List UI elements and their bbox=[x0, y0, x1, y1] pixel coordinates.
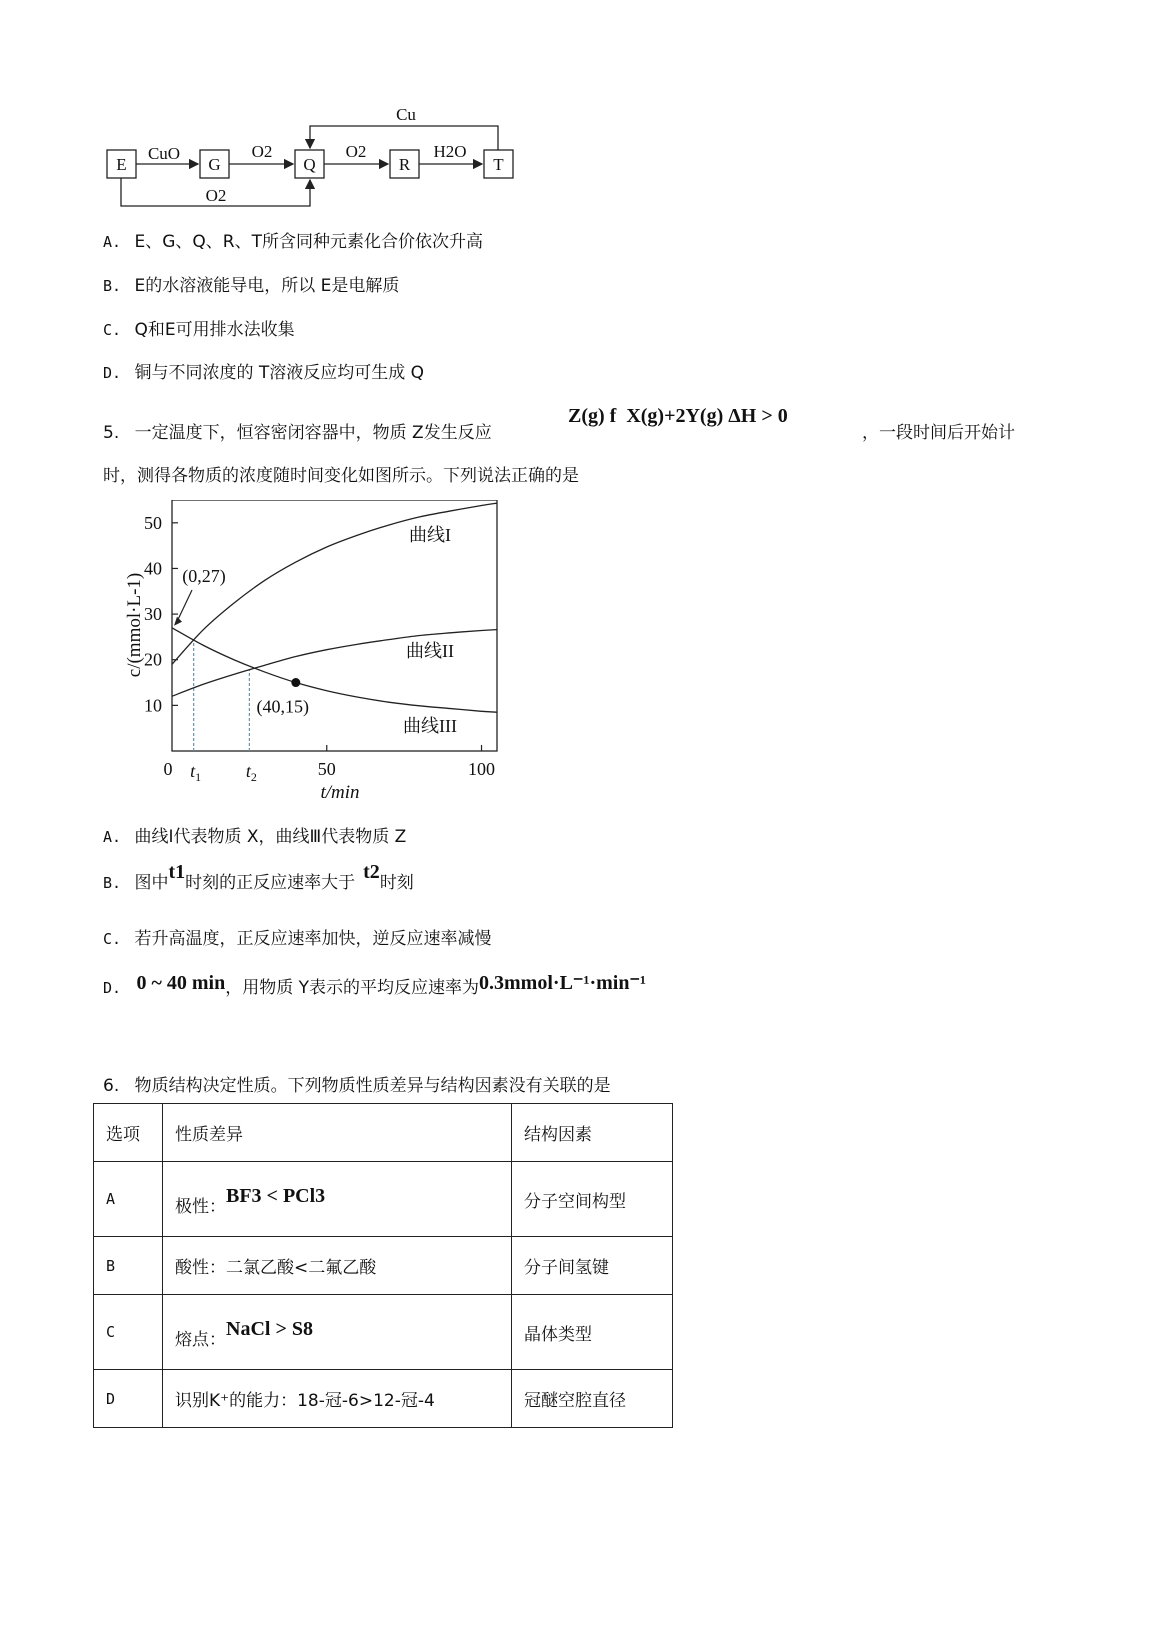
q5-stem-line1 bbox=[103, 418, 492, 443]
table-row bbox=[94, 1237, 673, 1295]
q4-option-d-text: 铜与不同浓度的 T溶液反应均可生成 Q bbox=[134, 363, 425, 383]
box-g-label: G bbox=[208, 155, 221, 174]
row-a-factor: 分子空间构型 bbox=[512, 1162, 673, 1237]
annotation-point-40-15 bbox=[291, 678, 300, 687]
table-row bbox=[94, 1162, 673, 1237]
box-q-label: Q bbox=[303, 155, 316, 174]
row-c-option: C bbox=[94, 1295, 163, 1370]
q4-option-b-letter: B. bbox=[103, 277, 122, 295]
q4-option-d-letter: D. bbox=[103, 364, 122, 382]
q4-option-a-letter: A. bbox=[103, 233, 122, 251]
q4-option-a bbox=[103, 227, 483, 252]
y-tick-label-30: 30 bbox=[144, 604, 162, 625]
y-tick-label-20: 20 bbox=[144, 649, 162, 670]
q4-option-a-text: E、G、Q、R、T所含同种元素化合价依次升高 bbox=[134, 232, 483, 252]
row-a-prop-label: 极性： bbox=[175, 1197, 226, 1217]
annotation-label-0-27: (0,27) bbox=[182, 566, 226, 586]
q5-stem-before: 一定温度下，恒容密闭容器中，物质 Z发生反应 bbox=[134, 423, 492, 443]
q5-reaction-equation: Z(g) f X(g)+2Y(g) ΔH > 0 bbox=[568, 405, 788, 427]
arrow-q-r-label: O2 bbox=[345, 142, 367, 161]
flow-diagram bbox=[100, 100, 530, 215]
annotation-arrow-head bbox=[174, 617, 182, 626]
q4-option-c-letter: C. bbox=[103, 321, 122, 339]
arrow-e-q-label: O2 bbox=[205, 186, 227, 205]
q6-number: 6. bbox=[103, 1076, 120, 1096]
series-line-2 bbox=[172, 630, 497, 697]
arrow-e-g-label: CuO bbox=[147, 144, 181, 163]
table-row bbox=[94, 1370, 673, 1428]
q4-option-d bbox=[103, 358, 424, 383]
q5-option-d-letter: D. bbox=[103, 979, 122, 997]
q6-stem bbox=[103, 1071, 611, 1096]
row-c-prop-formula: NaCl > S8 bbox=[226, 1318, 313, 1340]
q6-stem-text: 物质结构决定性质。下列物质性质差异与结构因素没有关联的是 bbox=[134, 1076, 611, 1096]
q5-option-b-letter: B. bbox=[103, 874, 122, 892]
annotation-label-40-15: (40,15) bbox=[256, 696, 310, 717]
q5-option-d-mid: ，用物质 Y表示的平均反应速率为 bbox=[225, 978, 480, 998]
q5-option-d-rate: 0.3mmol·L⁻¹·min⁻¹ bbox=[479, 972, 647, 994]
q5-option-b-pre: 图中 bbox=[134, 873, 169, 893]
q5-option-b-post: 时刻 bbox=[379, 873, 414, 893]
q5-option-b bbox=[103, 861, 414, 894]
x-tick-label-0: 0 bbox=[163, 759, 173, 779]
q4-option-c-text: Q和E可用排水法收集 bbox=[134, 320, 295, 340]
box-r-label: R bbox=[398, 155, 411, 174]
row-b-factor: 分子间氢键 bbox=[512, 1237, 673, 1295]
q4-option-c bbox=[103, 315, 295, 340]
row-a-property bbox=[163, 1162, 512, 1237]
header-option: 选项 bbox=[94, 1104, 163, 1162]
q5-option-c bbox=[103, 924, 491, 949]
row-d-property: 识别K⁺的能力：18-冠-6>12-冠-4 bbox=[163, 1370, 512, 1428]
row-a-prop-formula: BF3 < PCl3 bbox=[226, 1185, 326, 1207]
arrow-g-q-label: O2 bbox=[251, 142, 273, 161]
q5-stem-line2: 时，测得各物质的浓度随时间变化如图所示。下列说法正确的是 bbox=[103, 466, 579, 486]
table-row bbox=[94, 1295, 673, 1370]
x-tick-label-100: 100 bbox=[468, 759, 496, 779]
y-tick-label-10: 10 bbox=[144, 695, 162, 716]
t1-tick-label: $t_1$ bbox=[190, 761, 202, 784]
row-d-factor: 冠醚空腔直径 bbox=[512, 1370, 673, 1428]
series-label-1: 曲线I bbox=[409, 525, 451, 545]
q5-option-a-text: 曲线Ⅰ代表物质 X，曲线Ⅲ代表物质 Z bbox=[134, 827, 407, 847]
q5-option-d-range: 0 ~ 40 min bbox=[136, 972, 226, 994]
q5-option-c-text: 若升高温度，正反应速率加快，逆反应速率减慢 bbox=[134, 929, 492, 949]
q4-option-b-text: E的水溶液能导电，所以 E是电解质 bbox=[134, 276, 400, 296]
x-axis-label: t/min bbox=[320, 782, 360, 803]
row-c-prop-label: 熔点： bbox=[175, 1330, 226, 1350]
q5-option-d bbox=[103, 973, 646, 999]
arrow-r-t-label: H2O bbox=[433, 142, 467, 161]
series-label-3: 曲线III bbox=[403, 716, 457, 736]
row-c-factor: 晶体类型 bbox=[512, 1295, 673, 1370]
q6-table bbox=[93, 1103, 673, 1428]
arrow-t-q-label: Cu bbox=[396, 105, 416, 124]
q5-option-c-letter: C. bbox=[103, 930, 122, 948]
y-tick-label-50: 50 bbox=[144, 512, 162, 533]
q5-number: 5. bbox=[103, 423, 120, 443]
header-property: 性质差异 bbox=[163, 1104, 512, 1162]
y-tick-label-40: 40 bbox=[144, 558, 162, 579]
q5-option-b-t1: t1 bbox=[168, 861, 186, 883]
series-label-2: 曲线II bbox=[406, 641, 454, 661]
box-e-label: E bbox=[116, 155, 127, 174]
table-header-row bbox=[94, 1104, 673, 1162]
q5-stem-after: ，一段时间后开始计 bbox=[862, 423, 1015, 443]
q5-option-a bbox=[103, 822, 406, 847]
t2-tick-label: $t_2$ bbox=[245, 761, 257, 784]
row-a-option: A bbox=[94, 1162, 163, 1237]
row-d-option: D bbox=[94, 1370, 163, 1428]
row-c-property bbox=[163, 1295, 512, 1370]
q5-option-b-mid: 时刻的正反应速率大于 bbox=[185, 873, 356, 893]
box-t-label: T bbox=[493, 155, 504, 174]
y-axis-label: c/(mmol·L-1) bbox=[124, 572, 145, 678]
q4-option-b bbox=[103, 271, 399, 296]
row-b-option: B bbox=[94, 1237, 163, 1295]
header-factor: 结构因素 bbox=[512, 1104, 673, 1162]
q5-option-b-t2: t2 bbox=[363, 861, 380, 883]
q5-option-a-letter: A. bbox=[103, 828, 122, 846]
row-b-property: 酸性：二氯乙酸<二氟乙酸 bbox=[163, 1237, 512, 1295]
x-tick-label-50: 50 bbox=[317, 759, 336, 779]
concentration-time-chart bbox=[100, 500, 520, 845]
